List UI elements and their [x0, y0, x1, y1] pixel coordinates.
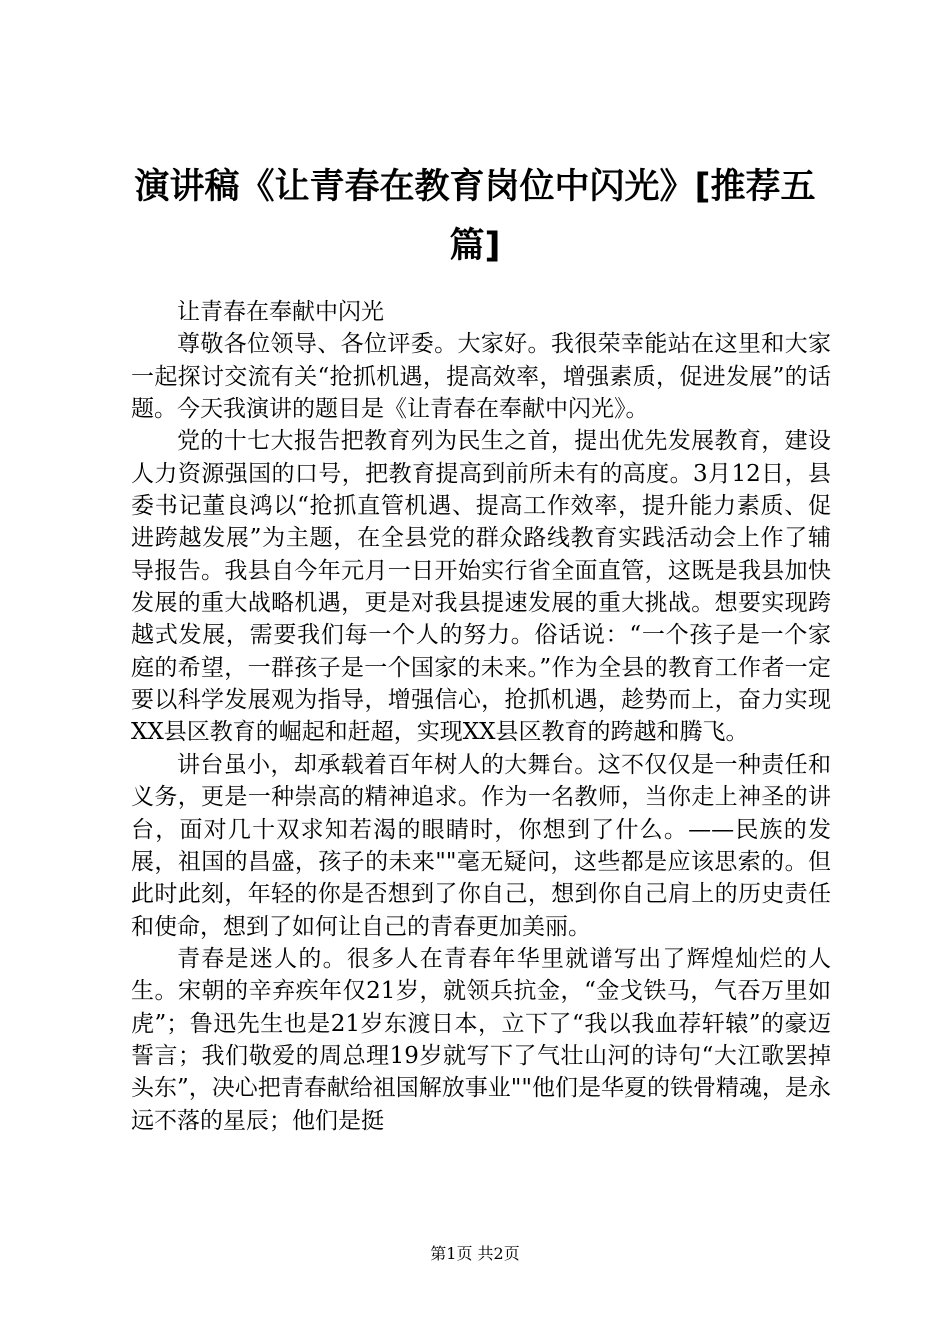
paragraph: 党的十七大报告把教育列为民生之首，提出优先发展教育，建设人力资源强国的口号，把教育提高到前所未有的高度。3月12日，县委书记董良鸿以“抢抓直管机遇、提高工作效率，提升能力素质、促进跨越发展”为主题，在全县党的群众路线教育实践活动会上作了辅导报告。我县自今年元月一日开始实行省全面直管，这既是我县加快发展的重大战略机遇，更是对我县提速发展的重大挑战。想要实现跨越式发展，需要我们每一个人的努力。俗话说：“一个孩子是一个家庭的希望，一群孩子是一个国家的未来。”作为全县的教育工作者一定要以科学发展观为指导，增强信心，抢抓机遇，趁势而上，奋力实现XX县区教育的崛起和赶超，实现XX县区教育的跨越和腾飞。	[131, 428, 831, 746]
document-body	[131, 296, 831, 1137]
page-footer: 第1页 共2页	[430, 1244, 520, 1263]
document-subtitle: 让青春在奉献中闪光	[177, 299, 384, 325]
document-title: 演讲稿《让青春在教育岗位中闪光》[推荐五篇]	[134, 167, 816, 266]
paragraph: 青春是迷人的。很多人在青春年华里就谱写出了辉煌灿烂的人生。宋朝的辛弃疾年仅21岁，就领兵抗金，“金戈铁马，气吞万里如虎”；鲁迅先生也是21岁东渡日本，立下了“我以我血荐轩辕”的豪迈誓言；我们敬爱的周总理19岁就写下了气壮山河的诗句“大江歌罢掉头东”，决心把青春献给祖国解放事业""他们是华夏的铁骨精魂，是永远不落的星辰；他们是挺	[131, 945, 831, 1134]
paragraph: 尊敬各位领导、各位评委。大家好。我很荣幸能站在这里和大家一起探讨交流有关“抢抓机遇，提高效率，增强素质，促进发展”的话题。今天我演讲的题目是《让青春在奉献中闪光》。	[131, 331, 831, 423]
paragraph: 讲台虽小，却承载着百年树人的大舞台。这不仅仅是一种责任和义务，更是一种崇高的精神追求。作为一名教师，当你走上神圣的讲台，面对几十双求知若渴的眼睛时，你想到了什么。——民族的发展，祖国的昌盛，孩子的未来""毫无疑问，这些都是应该思索的。但此时此刻，年轻的你是否想到了你自己，想到你自己肩上的历史责任和使命，想到了如何让自己的青春更加美丽。	[131, 751, 831, 940]
